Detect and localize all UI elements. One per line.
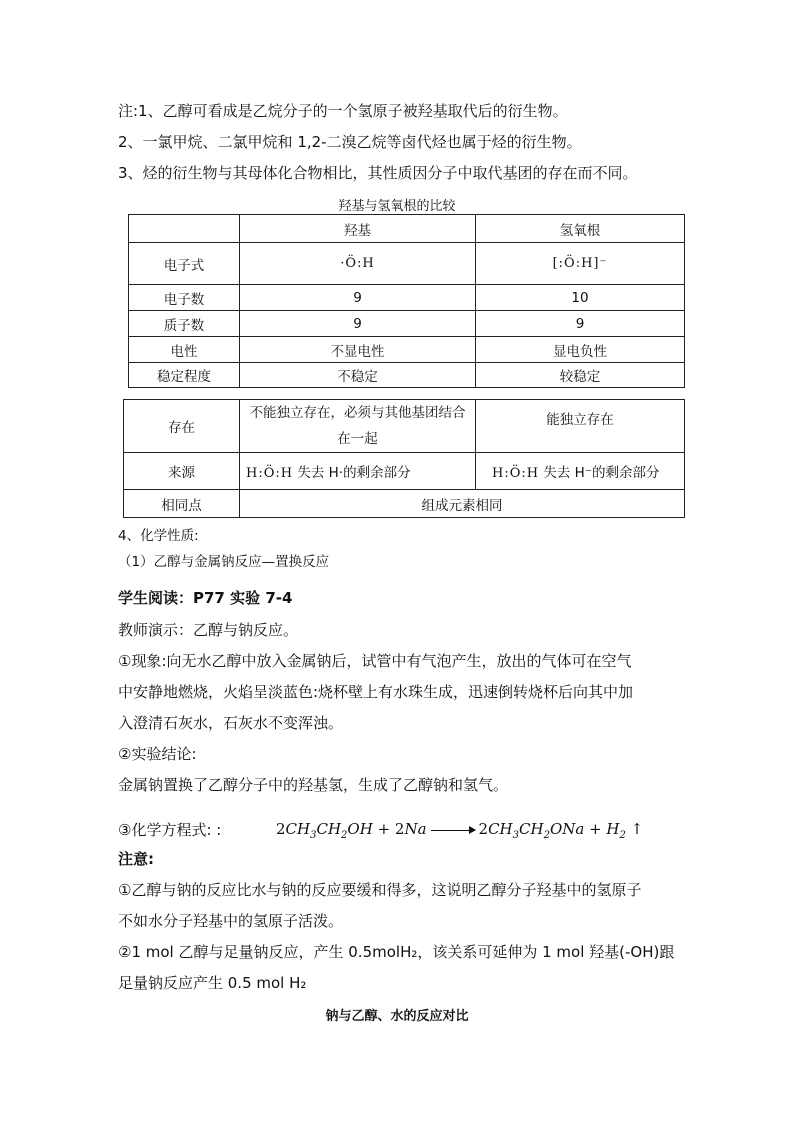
cell-value: 较稳定 (476, 363, 685, 388)
row-label-exist: 存在 (124, 400, 240, 453)
row-label: 质子数 (129, 311, 240, 337)
header-empty (129, 215, 240, 243)
exist-hydroxyl-line1: 不能独立存在，必须与其他基团结合 (249, 405, 466, 421)
attention-1b: 不如水分子羟基中的氢原子活泼。 (118, 912, 344, 930)
cell-value: 10 (476, 285, 685, 311)
header-hydroxide: 氢氧根 (476, 215, 685, 243)
chemical-equation: $2CH_3CH_2OH + 2Na$ $2CH_3CH_2ONa + H_2$ ↑ (276, 820, 644, 841)
reaction-comparison-caption: 钠与乙醇、水的反应对比 (325, 1009, 469, 1024)
row-label: 电性 (129, 337, 240, 363)
observation-line-2: 中安静地燃烧，火焰呈淡蓝色:烧杯壁上有水珠生成，迅速倒转烧杯后向其中加 (118, 683, 634, 701)
attention-title: 注意: (118, 850, 154, 868)
reaction-subtitle: （1）乙醇与金属钠反应—置换反应 (118, 554, 330, 570)
table1-caption: 羟基与氢氧根的比较 (338, 199, 456, 214)
note-2: 2、一氯甲烷、二氯甲烷和 1,2-二溴乙烷等卤代烃也属于烃的衍生物。 (118, 133, 582, 151)
cell-value: 显电负性 (476, 337, 685, 363)
attention-1a: ①乙醇与钠的反应比水与钠的反应要缓和得多，这说明乙醇分子羟基中的氢原子 (118, 881, 642, 899)
same-value: 组成元素相同 (240, 490, 685, 518)
header-hydroxyl: 羟基 (240, 215, 476, 243)
observation-line-1: ①现象:向无水乙醇中放入金属钠后，试管中有气泡产生，放出的气体可在空气 (118, 652, 632, 670)
comparison-table-2 (123, 399, 685, 518)
teacher-demo: 教师演示：乙醇与钠反应。 (118, 621, 299, 639)
row-label: 稳定程度 (129, 363, 240, 388)
attention-2b: 足量钠反应产生 0.5 mol H₂ (118, 974, 307, 992)
source-hydroxide-text: 失去 H⁻的剩余部分 (543, 465, 660, 481)
cell-value: 9 (240, 311, 476, 337)
source-hydroxyl (240, 453, 476, 490)
exist-hydroxide: 能独立存在 (476, 400, 685, 453)
cell-value: 不稳定 (240, 363, 476, 388)
conclusion-title: ②实验结论: (118, 745, 197, 763)
comparison-table (128, 214, 685, 388)
row-label: 电子式 (129, 243, 240, 285)
row-label: 电子数 (129, 285, 240, 311)
equation-label: ③化学方程式: : (118, 821, 222, 839)
section-4-title: 4、化学性质: (118, 528, 199, 544)
student-reading: 学生阅读：P77 实验 7-4 (118, 589, 293, 607)
source-hydroxide (476, 453, 685, 490)
row-label-source: 来源 (124, 453, 240, 490)
row-label-same: 相同点 (124, 490, 240, 518)
exist-hydroxyl-line2: 在一起 (337, 431, 378, 447)
cell-value: 9 (240, 285, 476, 311)
electron-formula-hydroxyl: ·Ö:H (240, 243, 476, 285)
note-3: 3、烃的衍生物与其母体化合物相比，其性质因分子中取代基团的存在而不同。 (118, 164, 638, 182)
source-hydroxyl-text: 失去 H·的剩余部分 (297, 465, 411, 481)
reaction-arrow-icon (431, 830, 475, 831)
exist-hydroxyl (240, 400, 476, 453)
cell-value: 不显电性 (240, 337, 476, 363)
observation-line-3: 入澄清石灰水，石灰水不变浑浊。 (118, 714, 344, 732)
attention-2a: ②1 mol 乙醇与足量钠反应，产生 0.5molH₂，该关系可延伸为 1 mol 羟基(-OH)跟 (118, 943, 675, 961)
conclusion-text: 金属钠置换了乙醇分子中的羟基氢，生成了乙醇钠和氢气。 (118, 776, 509, 794)
note-1: 注:1、乙醇可看成是乙烷分子的一个氢原子被羟基取代后的衍生物。 (118, 102, 568, 120)
water-formula: H:Ö:H (246, 466, 294, 481)
electron-formula-hydroxide: [:Ö:H]⁻ (476, 243, 685, 285)
water-formula: H:Ö:H (492, 466, 540, 481)
cell-value: 9 (476, 311, 685, 337)
